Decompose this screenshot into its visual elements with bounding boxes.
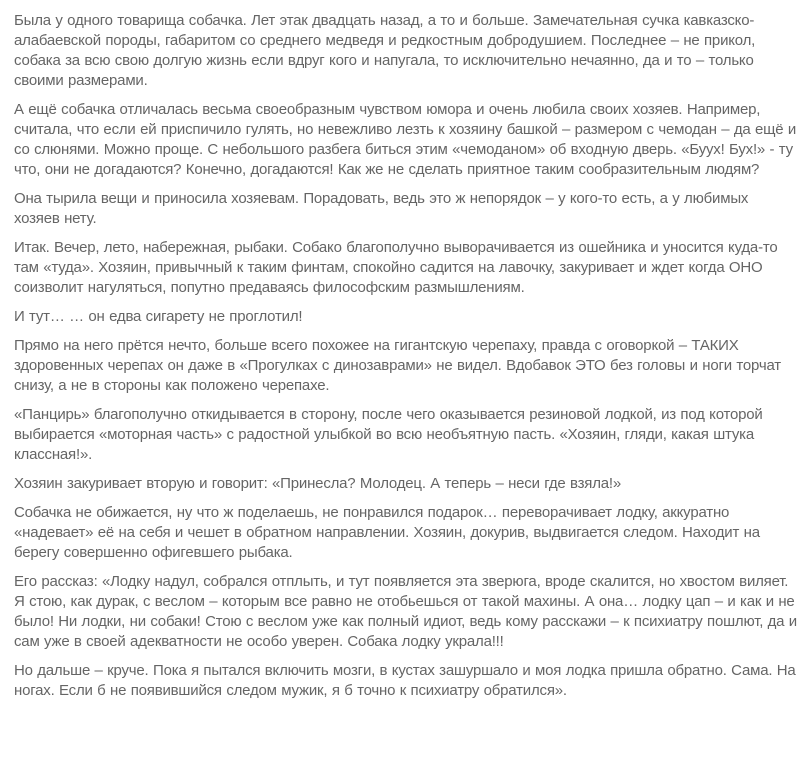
story-paragraph-8: Хозяин закуривает вторую и говорит: «Принесла? Молодец. А теперь – неси где взяла!»	[14, 475, 622, 492]
story-paragraph-11: Но дальше – круче. Пока я пытался включить мозги, в кустах зашуршало и моя лодка пришла обратно. Сама. На ногах. Если б не появившийся следом мужик, я б точно к психиатру обратился».	[14, 662, 796, 699]
story-paragraph-7: «Панцирь» благополучно откидывается в сторону, после чего оказывается резиновой лодкой, из под которой выбирается «моторная часть» с радостной улыбкой во всю необъятную пасть. «Хозяин, гляди, какая штука классная!».	[14, 406, 763, 463]
story-paragraph-6: Прямо на него прётся нечто, больше всего похожее на гигантскую черепаху, правда с оговоркой – ТАКИХ здоровенных черепах он даже в «Прогулках с динозаврами» не видел. Вдобавок ЭТО без головы и ноги торчат снизу, а не в стороны как положено черепахе.	[14, 337, 781, 394]
story-paragraph-4: Итак. Вечер, лето, набережная, рыбаки. Собако благополучно выворачивается из ошейника и уносится куда-то там «туда». Хозяин, привычный к таким финтам, спокойно садится на лавочку, закуривает и ждет когда ОНО соизволит нагуляться, попутно предаваясь философским размышлениям.	[14, 239, 778, 296]
story-paragraph-2: А ещё собачка отличалась весьма своеобразным чувством юмора и очень любила своих хозяев. Например, считала, что если ей приспичило гулять, но невежливо лезть к хозяину башкой – размером с чемодан – да ещё и со слюнями. Можно проще. С небольшого разбега биться этим «чемоданом» об входную дверь. «Буух! Бух!» - ту что, они не догадаются? Конечно, догадаются! Как же не сделать приятное таким сообразительным людям?	[14, 101, 797, 178]
story-paragraph-5: И тут… … он едва сигарету не проглотил!	[14, 308, 303, 325]
story-paragraph-10: Его рассказ: «Лодку надул, собрался отплыть, и тут появляется эта зверюга, вроде скалится, но хвостом виляет. Я стою, как дурак, с веслом – которым все равно не отобьешься от такой махины. А она… лодку цап – и как и не было! Ни лодки, ни собаки! Стою с веслом уже как полный идиот, ведь кому расскажи – к психиатру пошлют, да и сам уже в своей адекватности не особо уверен. Собака лодку украла!!!	[14, 573, 797, 650]
story-paragraph-1: Была у одного товарища собачка. Лет этак двадцать назад, а то и больше. Замечательная сучка кавказско-алабаевской породы, габаритом со среднего медведя и редкостным добродушием. Последнее – не прикол, собака за всю свою долгую жизнь если вдруг кого и напугала, то исключительно нечаянно, да и то – только своими размерами.	[14, 12, 756, 89]
story-paragraph-3: Она тырила вещи и приносила хозяевам. Порадовать, ведь это ж непорядок – у кого-то есть, а у любимых хозяев нету.	[14, 190, 749, 227]
story-paragraph-9: Собачка не обижается, ну что ж поделаешь, не понравился подарок… переворачивает лодку, аккуратно «надевает» её на себя и чешет в обратном направлении. Хозяин, докурив, выдвигается следом. Находит на берегу совершенно офигевшего рыбака.	[14, 504, 760, 561]
